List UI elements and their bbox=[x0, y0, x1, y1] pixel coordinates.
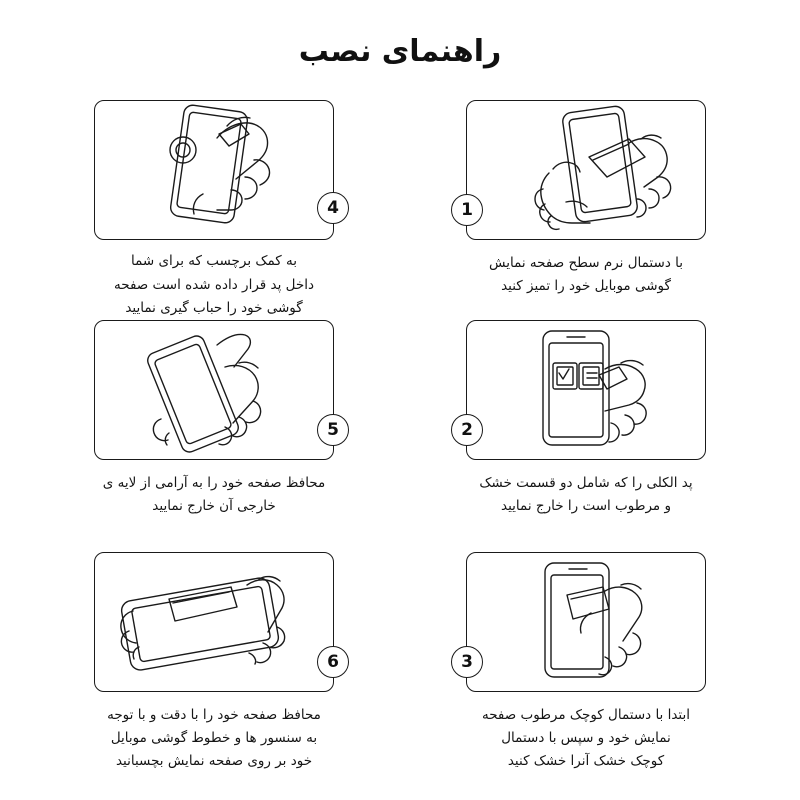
step-2 bbox=[400, 320, 772, 552]
step-3-caption-line-2: نمایش خود و سپس با دستمال bbox=[501, 730, 671, 747]
wet-then-dry-wipe-icon bbox=[471, 555, 701, 689]
step-5-caption bbox=[89, 472, 339, 518]
step-1-caption-line-1: با دستمال نرم سطح صفحه نمایش bbox=[488, 255, 683, 271]
step-2-caption-line-1: پد الکلی را که شامل دو قسمت خشک bbox=[479, 475, 693, 491]
step-5 bbox=[28, 320, 400, 552]
step-4 bbox=[28, 100, 400, 320]
step-5-number: 5 bbox=[317, 414, 349, 446]
sticker-tab-removing-bubbles-icon bbox=[99, 102, 329, 236]
align-protector-on-screen-icon bbox=[99, 555, 329, 689]
step-6-illustration-wrap bbox=[94, 552, 339, 692]
step-2-illustration-wrap bbox=[461, 320, 706, 460]
step-5-illustration-wrap bbox=[94, 320, 339, 460]
step-5-caption-line-1: محافظ صفحه خود را به آرامی از لایه ی bbox=[102, 475, 326, 491]
step-5-caption-line-2: خارجی آن خارج نمایید bbox=[152, 498, 276, 515]
step-1 bbox=[400, 100, 772, 320]
step-3 bbox=[400, 552, 772, 784]
step-4-number: 4 bbox=[317, 192, 349, 224]
step-3-caption-line-3: کوچک خشک آنرا خشک کنید bbox=[507, 753, 665, 770]
step-4-caption-line-2: داخل پد قرار داده شده است صفحه bbox=[114, 276, 314, 293]
step-6-caption bbox=[89, 704, 339, 774]
step-2-caption-line-2: و مرطوب است را خارج نمایید bbox=[501, 498, 671, 515]
step-1-caption bbox=[461, 252, 711, 298]
step-1-illustration-wrap bbox=[461, 100, 706, 240]
step-6-caption-line-1: محافظ صفحه خود را با دقت و با توجه bbox=[107, 707, 321, 723]
step-2-number: 2 bbox=[451, 414, 483, 446]
step-2-caption bbox=[461, 472, 711, 518]
step-4-caption-line-3: گوشی خود را حباب گیری نمایید bbox=[125, 299, 303, 316]
hand-wiping-phone-with-cloth-icon bbox=[471, 103, 701, 237]
step-6-caption-line-3: خود بر روی صفحه نمایش بچسبانید bbox=[115, 753, 313, 770]
alcohol-pad-two-parts-icon bbox=[471, 323, 701, 457]
step-4-illustration-wrap bbox=[94, 100, 339, 238]
step-6-caption-line-2: به سنسور ها و خطوط گوشی موبایل bbox=[110, 730, 318, 747]
page-title: راهنمای نصب bbox=[298, 34, 502, 69]
step-3-illustration-wrap bbox=[461, 552, 706, 692]
step-6 bbox=[28, 552, 400, 784]
step-6-number: 6 bbox=[317, 646, 349, 678]
peeling-protector-layer-icon bbox=[99, 323, 329, 457]
step-1-number: 1 bbox=[451, 194, 483, 226]
steps-grid bbox=[0, 100, 800, 784]
step-3-number: 3 bbox=[451, 646, 483, 678]
step-3-caption-line-1: ابتدا با دستمال کوچک مرطوب صفحه bbox=[481, 707, 691, 723]
step-1-caption-line-2: گوشی موبایل خود را تمیز کنید bbox=[501, 278, 671, 295]
step-4-caption bbox=[89, 250, 339, 320]
step-4-caption-line-1: به کمک برچسب که برای شما bbox=[130, 253, 298, 270]
step-3-caption bbox=[461, 704, 711, 774]
